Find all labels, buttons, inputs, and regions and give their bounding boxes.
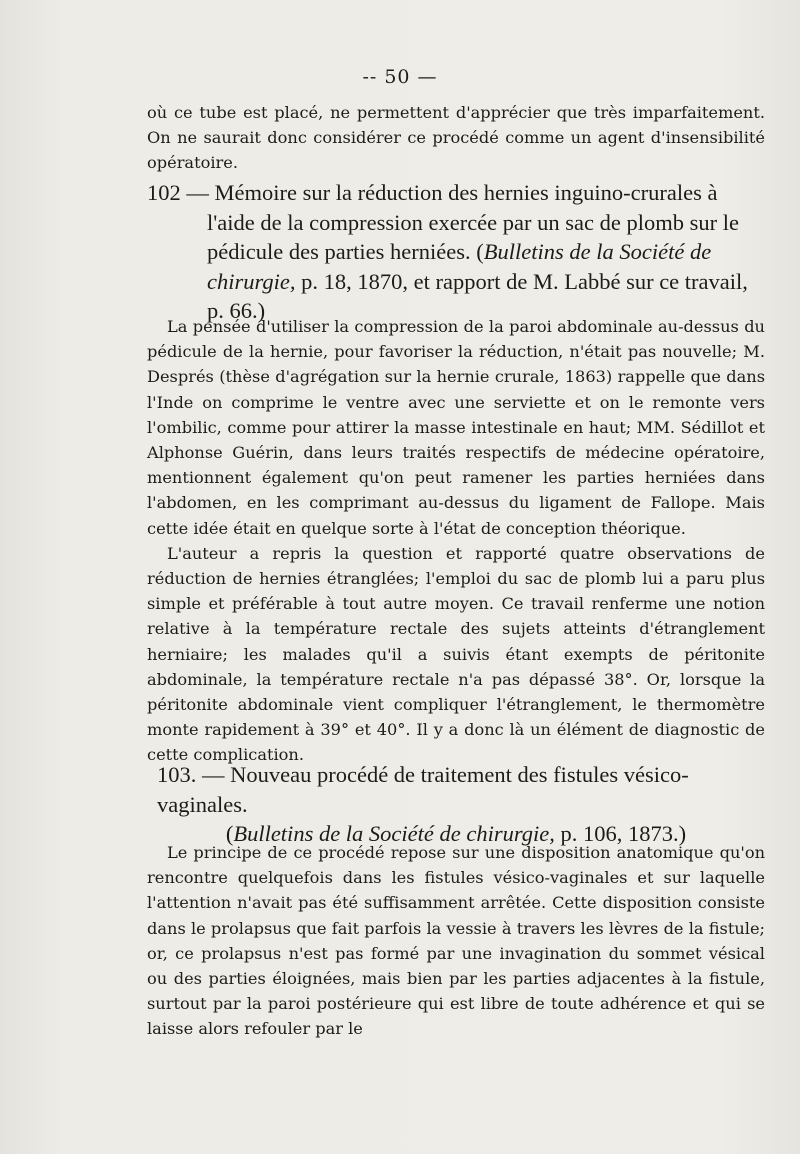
section-102-body: [147, 314, 765, 768]
intro-paragraph: où ce tube est placé, ne permettent d'apprécier que très imparfaitement. On ne saurait donc considérer ce procédé comme un agent d'insensibilité opératoire.: [147, 103, 765, 173]
section-102: [147, 178, 765, 326]
section-103-source-open: (: [225, 821, 234, 846]
page-number: -- 50 —: [362, 66, 438, 88]
section-103-body: [147, 840, 765, 1042]
section-103-source: Bulletins de la Société de chirurgie,: [233, 821, 555, 846]
section-102-heading-lead: 102 — Mémoire sur la réduction des hernies inguino-crurales à l'aide de la compression exercée par un sac de plomb sur le pédicule des parties herniées. (: [147, 180, 739, 264]
section-103-heading-tail: p. 106, 1873.): [554, 821, 687, 846]
section-103-heading-line-1: 103. — Nouveau procédé de traitement des fistules vésico-vaginales.: [157, 762, 689, 817]
section-102-heading-tail: p. 18, 1870, et rapport de M. Labbé sur ce travail, p. 66.): [207, 268, 748, 323]
intro-block: [147, 100, 765, 176]
section-103-paragraph-1: Le principe de ce procédé repose sur une disposition anatomique qu'on rencontre quelquefois dans les fistules vésico-vaginales et sur laquelle l'attention n'avait pas été suffisamment arrêtée. Cette disposition consiste dans le prolapsus que fait parfois la vessie à travers les lèvres de la fistule; or, ce prolapsus n'est pas formé par une invagination du sommet vésical ou des parties éloignées, mais bien par les parties adjacentes à la fistule, surtout par la paroi postérieure qui est libre de toute adhérence et qui se laisse alors refouler par le: [147, 843, 765, 1039]
section-102-heading: [147, 178, 765, 326]
section-102-paragraph-1: La pensée d'utiliser la compression de la paroi abdominale au-dessus du pédicule de la hernie, pour favoriser la réduction, n'était pas nouvelle; M. Després (thèse d'agrégation sur la hernie crurale, 1863) rappelle que dans l'Inde on comprime le ventre avec une serviette et on le remonte vers l'ombilic, comme pour attirer la masse intestinale en haut; MM. Sédillot et Alphonse Guérin, dans leurs traités respectifs de médecine opératoire, mentionnent également qu'on peut ramener les parties herniées dans l'abdomen, en les comprimant au-dessus du ligament de Fallope. Mais cette idée était en quelque sorte à l'état de conception théorique.: [147, 317, 765, 538]
section-102-source: Bulletins de la Société de chirurgie,: [207, 239, 712, 294]
section-102-paragraph-2: L'auteur a repris la question et rapporté quatre observations de réduction de hernies étranglées; l'emploi du sac de plomb lui a paru plus simple et préférable à tout autre moyen. Ce travail renferme une notion relative à la température rectale des sujets atteints d'étranglement herniaire; les malades qu'il a suivis étant exempts de péritonite abdominale, la température rectale n'a pas dépassé 38°. Or, lorsque la péritonite abdominale vient compliquer l'étranglement, le thermomètre monte rapidement à 39° et 40°. Il y a donc là un élément de diagnostic de cette complication.: [147, 543, 765, 765]
section-103: [147, 760, 765, 849]
